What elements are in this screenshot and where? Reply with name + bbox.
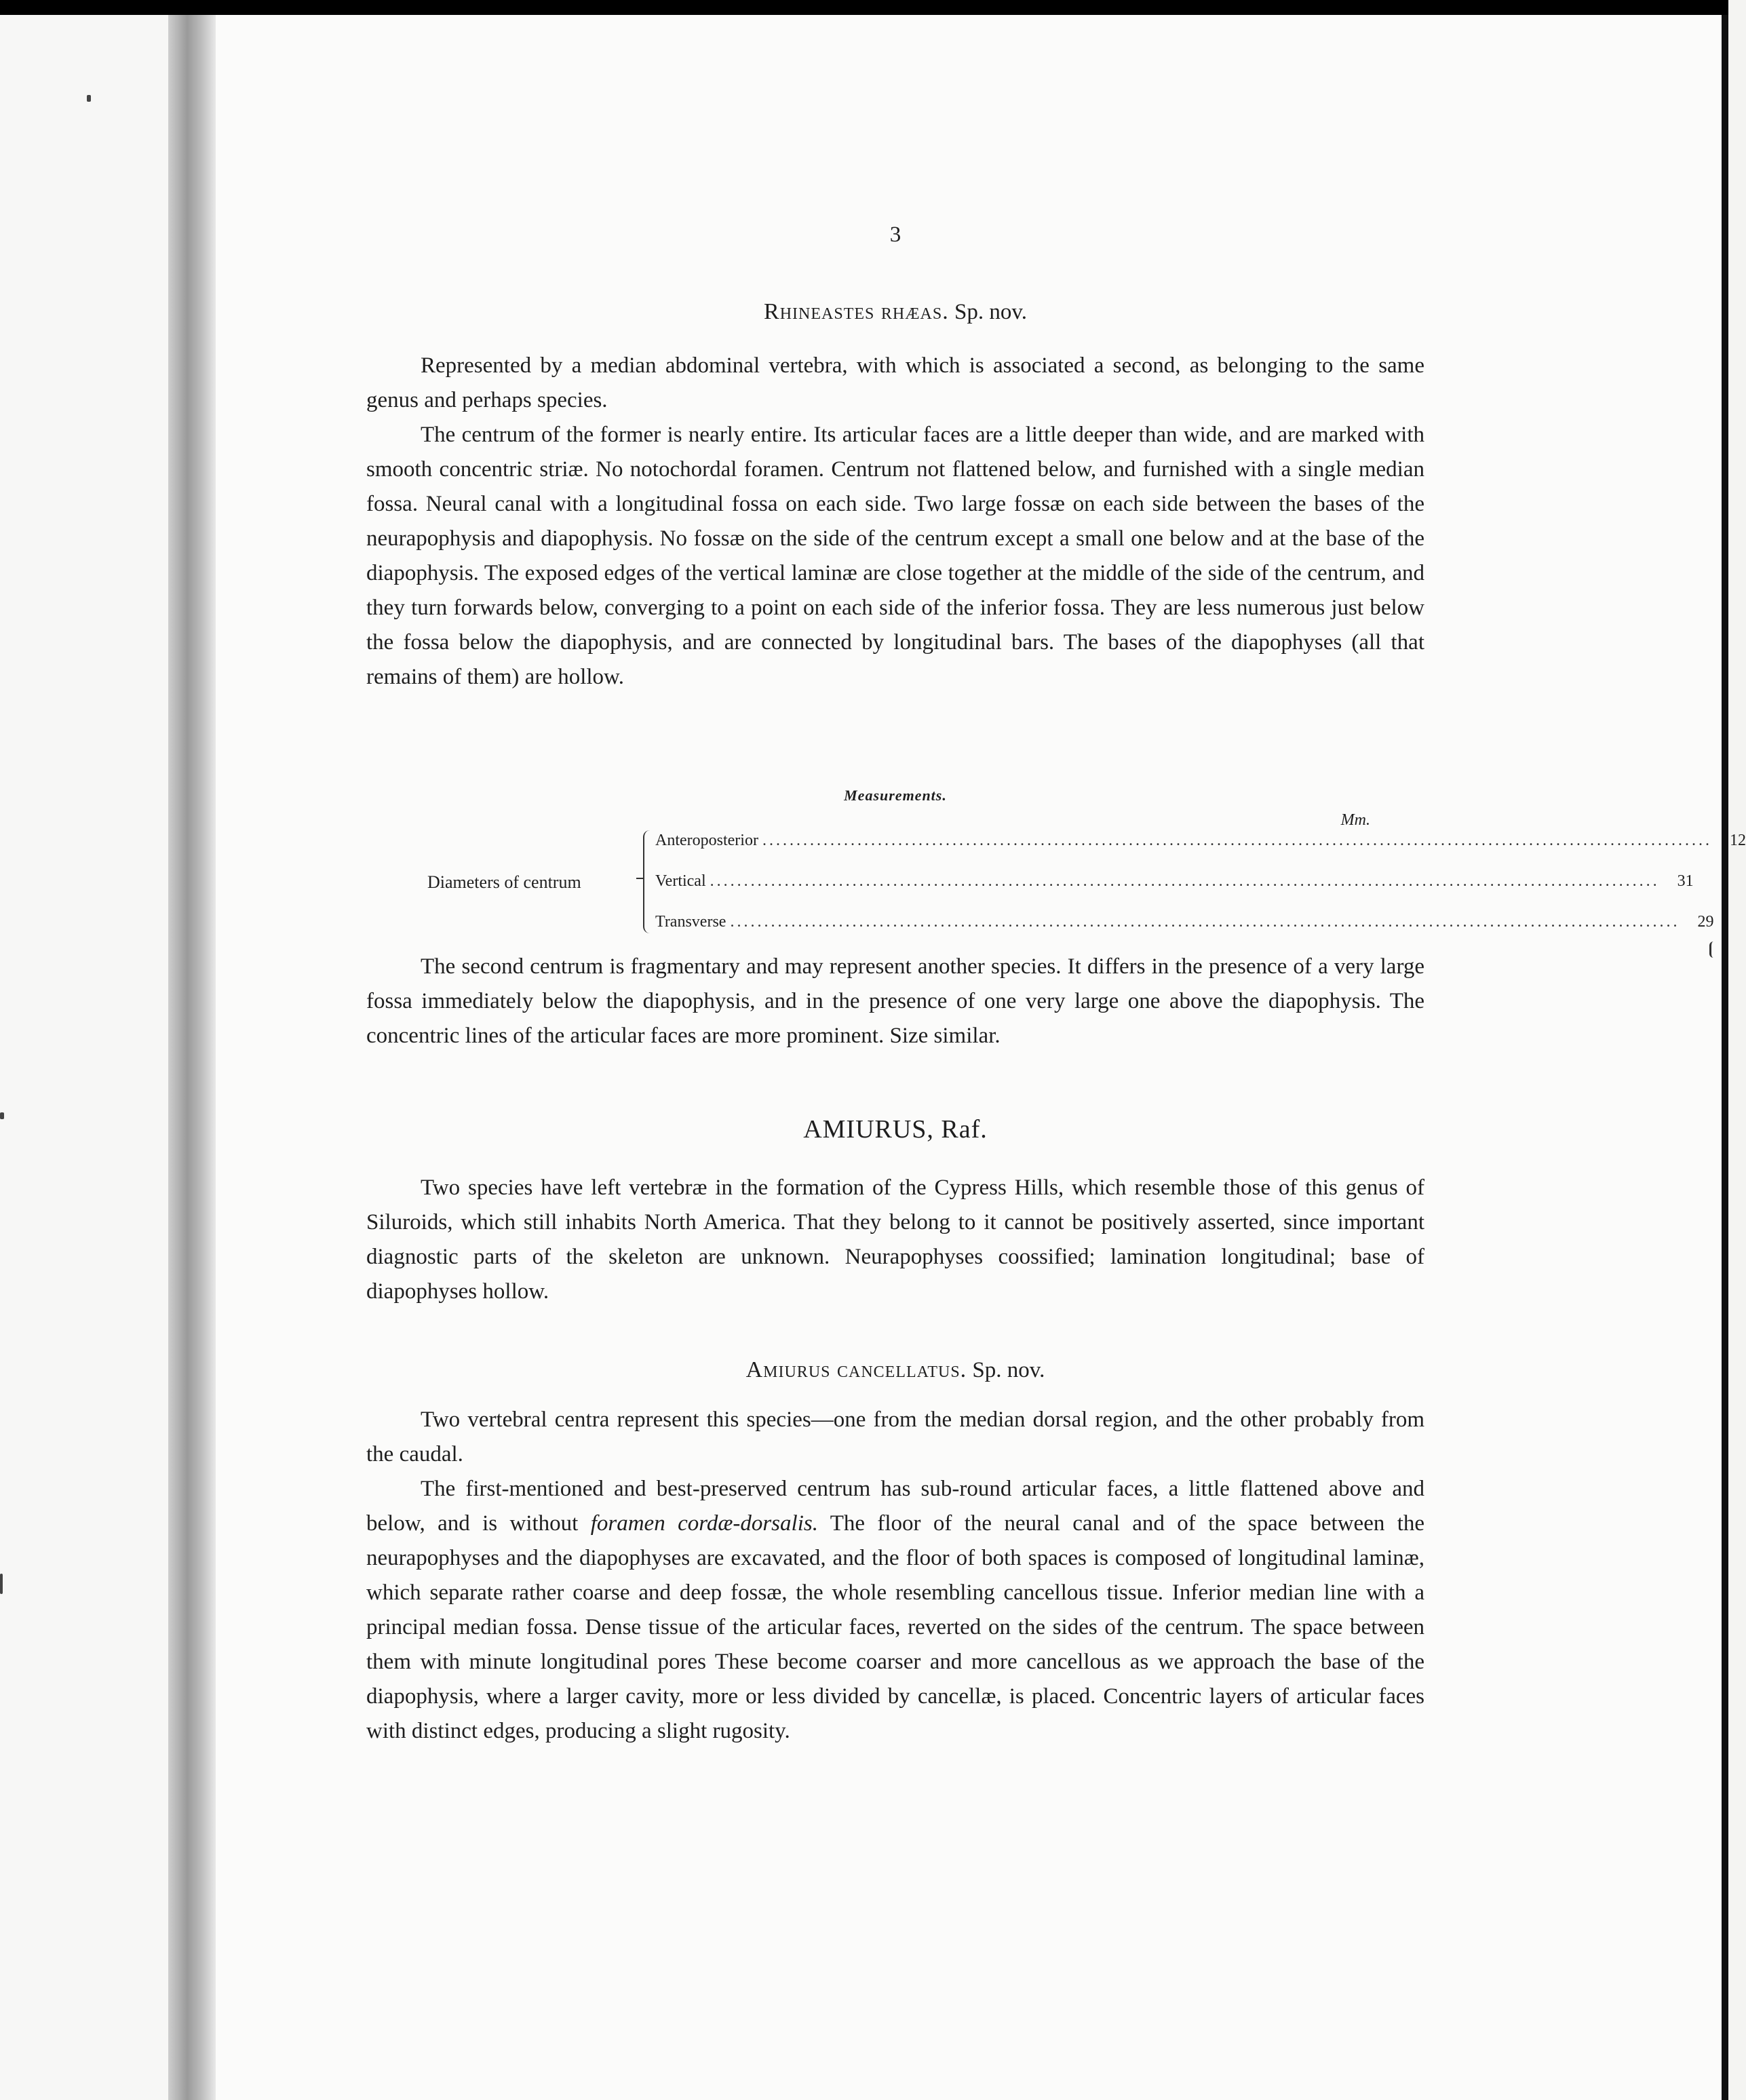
measurements-title: Measurements. [844,787,947,804]
measurement-name: Anteroposterior [655,832,758,849]
leaf-speck [0,1112,4,1119]
measurement-value: 12 [1729,832,1746,849]
book-spine-shadow [168,15,216,2100]
measurement-value: 31 [1677,872,1694,890]
page-number: 3 [889,222,901,247]
paragraph-text: The first-mentioned and best-preserved centrum has sub-round articular faces, a little flattened above and below, and is without [366,1477,1424,1536]
scan-right-edge [1722,15,1728,2100]
paragraph [366,1472,1424,1749]
measurements-brace-tip [636,878,644,879]
edge-mark [1709,941,1715,958]
section-heading-rhineastes [366,294,1424,330]
species-name: Rhineastes rhæas. [764,299,949,324]
leader-dots: ............................................................................................................................................ [730,913,1680,931]
paragraph-text: The floor of the neural canal and of the space between the neurapophyses and the diapophyses are excavated, and the floor of both spaces is composed of longitudinal laminæ, which separate rather coarse and deep fossæ, the whole resembling cancellous tissue. Inferior median line with a principal median fossa. Dense tissue of the articular faces, reverted on the sides of the centrum. The space between them with minute longitudinal pores These become coarser and more cancellous as we approach the base of the diapophysis, where a larger cavity, more or less divided by cancellæ, is placed. Concentric layers of articular faces with distinct edges, producing a slight rugosity. [366,1511,1425,1743]
section-heading-amiurus-cancellatus [366,1353,1424,1388]
section1-body [366,349,1424,695]
left-page-leaf [0,15,197,2100]
italic-term: foramen cordæ-dorsalis. [590,1511,818,1536]
paragraph: The second centrum is fragmentary and may represent another species. It differs in the presence of a very large fossa immediately below the diapophysis, and in the presence of one very large one above the diapophysis. The concentric lines of the articular faces are more prominent. Size similar. [366,954,1424,1048]
measurement-row [655,913,1714,931]
measurement-name: Transverse [655,913,726,931]
measurement-row [655,872,1694,891]
paragraph: Represented by a median abdominal vertebra, with which is associated a second, as belonging to the same genus and perhaps species. [366,353,1424,412]
section1-after-body [366,950,1424,1053]
measurement-row [655,832,1746,850]
species-name: Amiurus cancellatus. [745,1357,967,1382]
measurement-name: Vertical [655,872,706,890]
leader-dots: ............................................................................................................................................ [762,832,1712,849]
scan-top-band [0,0,1728,15]
measurement-value: 29 [1697,913,1714,931]
paragraph: Two vertebral centra represent this species—one from the median dorsal region, and the other probably from the caudal. [366,1407,1424,1466]
leader-dots: ............................................................................................................................................ [710,872,1660,890]
species-status: Sp. nov. [954,300,1027,324]
paragraph: The centrum of the former is nearly entire. Its articular faces are a little deeper than wide, and are marked with smooth concentric striæ. No notochordal foramen. Centrum not flattened below, and furnished with a single median fossa. Neural canal with a longitudinal fossa on each side. Two large fossæ on each side between the bases of the neurapophysis and diapophysis. No fossæ on the side of the centrum except a small one below and at the base of the diapophysis. The exposed edges of the vertical laminæ are close together at the middle of the side of the centrum, and they turn forwards below, converging to a point on each side of the inferior fossa. They are less numerous just below the fossa below the diapophysis, and are connected by longitudinal bars. The bases of the diapophyses (all that remains of them) are hollow. [366,423,1424,689]
measurements-unit: Mm. [1340,811,1370,829]
section3-body [366,1403,1424,1749]
leaf-speck [0,1574,3,1594]
genus-heading-amiurus: AMIURUS, Raf. [803,1115,988,1144]
leaf-speck [87,95,91,102]
paragraph: Two species have left vertebræ in the formation of the Cypress Hills, which resemble those of this genus of Siluroids, which still inhabits North America. That they belong to it cannot be positively asserted, since important diagnostic parts of the skeleton are unknown. Neurapophyses coossified; lamination longitudinal; base of diapophyses hollow. [366,1175,1424,1304]
measurements-group-label: Diameters of centrum [427,872,581,892]
species-status: Sp. nov. [972,1358,1045,1382]
section2-body [366,1171,1424,1309]
measurements-brace [643,830,654,933]
